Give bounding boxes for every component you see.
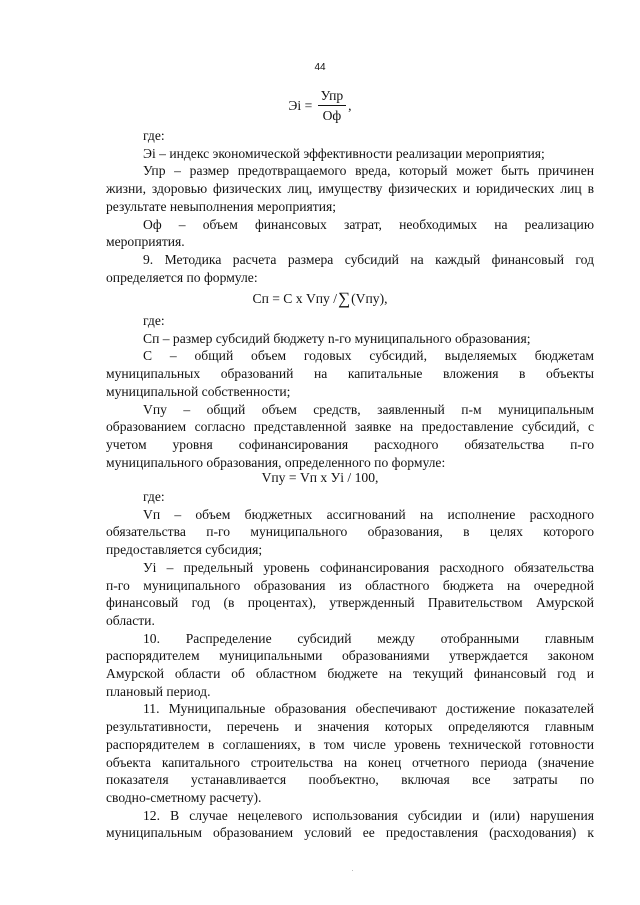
definitions-block-1 [106,127,594,286]
def-yi-line-1: Уi – предельный уровень софинансирования расходного обязательства [143,559,594,575]
def-vny-line-2: образованием согласно представленной заявке на предоставление субсидий, с [106,419,594,435]
formula2-left: Сп = С х Vпу / [252,291,338,306]
def-of-line-2: мероприятия. [106,234,185,250]
def-vn-line-1: Vп – объем бюджетных ассигнований на исполнение расходного [143,506,594,522]
def-upr-line-3: результате невыполнения мероприятия; [106,198,337,214]
clause-11-line-3: распорядителем в соглашениях, в том числе уровень технической готовности [106,736,594,752]
def-ei: Эi – индекс экономической эффективности реализации мероприятия; [143,145,545,161]
formula-tail: , [348,98,352,113]
clause-11-line-2: результативности, перечень и значения которых определяются главным [106,719,594,735]
scan-speck [352,870,353,871]
formula-numerator: Упр [318,88,347,106]
where-label: где: [143,128,165,143]
where-label: где: [143,313,165,328]
clause-10-line-1: 10. Распределение субсидий между отобранными главным [143,630,594,646]
formula2-right: (Vпу), [351,291,388,306]
def-yi-line-2: п-го муниципального образования из областного бюджета на очередной [106,577,594,593]
clause-11-line-4: объекта капитального строительства на конец отчетного периода (значение [106,754,594,770]
def-vny-line-4: муниципального образования, определенного по формуле: [106,454,446,470]
formula-declared-volume [0,470,640,486]
formula-efficiency-index [0,88,640,124]
def-vny-line-1: Vпу – общий объем средств, заявленный п-м муниципальным [143,401,594,417]
def-c-line-2: муниципальных образований на капитальные вложения в объекты [106,366,594,382]
clause-10-line-3: Амурской области об областном бюджете на текущий финансовый год и [106,666,594,682]
formula3-text: Vпу = Vп х Уi / 100, [261,470,379,485]
formula-lhs: Эi = [288,98,313,113]
def-yi-line-3: финансовый год (в процентах), утвержденный Правительством Амурской [106,595,594,611]
def-vn-line-2: обязательства п-го муниципального образования, в целях которого [106,524,594,540]
clause-9-line-1: 9. Методика расчета размера субсидий на каждый финансовый год [143,251,594,267]
clause-12-line-1: 12. В случае нецелевого использования субсидии и (или) нарушения [143,807,594,823]
def-vny-line-3: учетом уровня софинансирования расходного обязательства п-го [106,436,594,452]
def-cn: Сп – размер субсидий бюджету n-го муниципального образования; [143,330,531,346]
definitions-block-3 [106,488,594,842]
definitions-block-2 [106,312,594,471]
def-c-line-1: С – общий объем годовых субсидий, выделяемых бюджетам [143,348,594,364]
clause-12-line-2: муниципальным образованием условий ее предоставления (расходования) к [106,825,594,841]
clause-10-line-2: распорядителем муниципальными образованиями утверждается законом [106,648,594,664]
formula-denominator: Оф [322,108,342,123]
formula-fraction [318,88,347,124]
where-label: где: [143,489,165,504]
formula-subsidy-size [0,288,640,308]
sum-symbol: ∑ [338,289,351,308]
def-upr-line-1: Упр – размер предотвращаемого вреда, который может быть причинен [143,163,594,179]
def-upr-line-2: жизни, здоровью физических лиц, имуществу физических и юридических лиц в [106,181,594,197]
def-yi-line-4: области. [106,612,155,628]
clause-10-line-4: плановый период. [106,683,211,699]
clause-11-line-6: сводно-сметному расчету). [106,789,262,805]
clause-11-line-1: 11. Муниципальные образования обеспечивают достижение показателей [143,701,594,717]
clause-9-line-2: определяется по формуле: [106,269,258,285]
def-of-line-1: Оф – объем финансовых затрат, необходимых на реализацию [143,216,594,232]
def-c-line-3: муниципальной собственности; [106,383,291,399]
page-number: 44 [314,62,326,73]
clause-11-line-5: показателя устанавливается пообъектно, включая все затраты по [106,772,594,788]
def-vn-line-3: предоставляется субсидия; [106,542,263,558]
